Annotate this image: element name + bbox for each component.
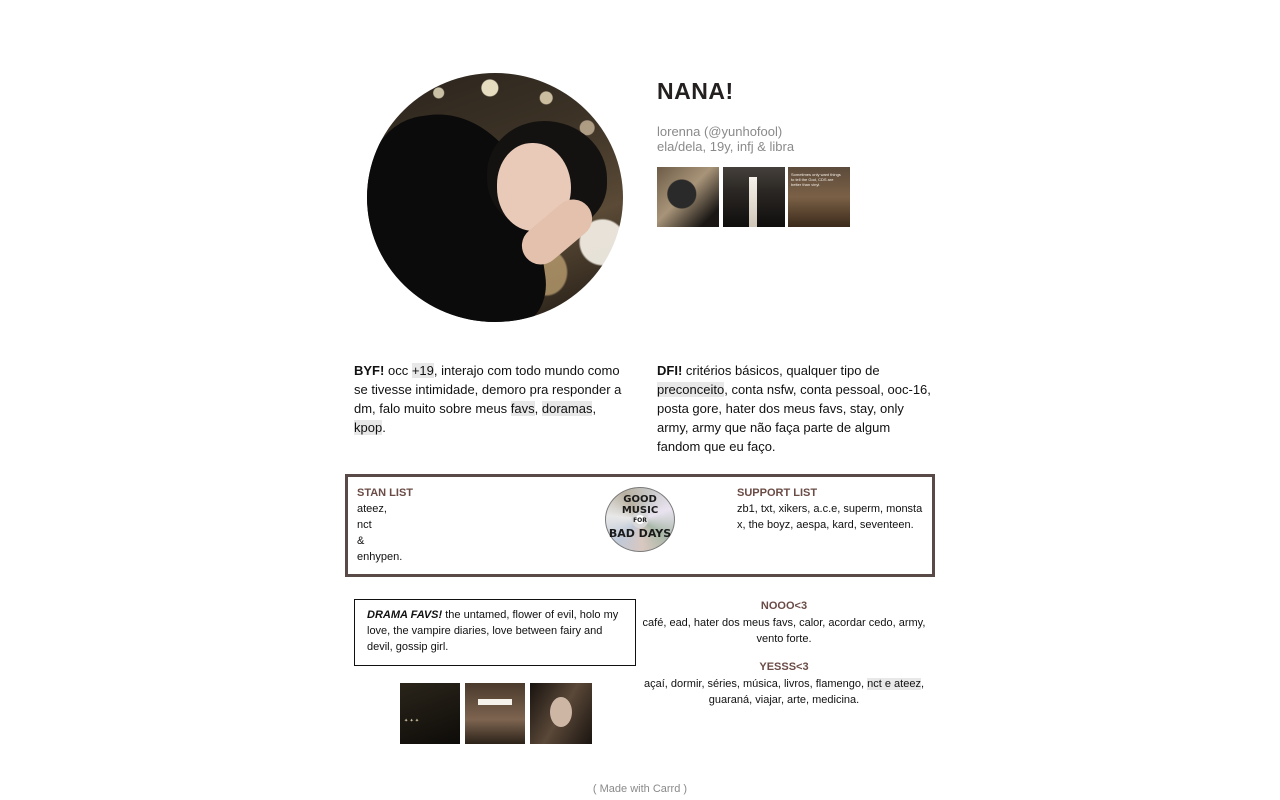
byf-text: , interajo com todo mundo como se tivesse intimidade, demoro pra responder a dm, falo muito sobre meus bbox=[354, 363, 622, 416]
cd-text-middle: FOR bbox=[633, 517, 647, 524]
byf-text: occ bbox=[387, 363, 412, 378]
photo-thumbnail-2 bbox=[723, 167, 785, 227]
byf-highlight: kpop bbox=[354, 420, 383, 435]
dfi-text: , conta nsfw, conta pessoal, ooc-16, posta gore, hater dos meus favs, stay, only army, army que não faça parte de algum fandom que eu faço. bbox=[657, 382, 931, 454]
page-title: NANA! bbox=[657, 78, 734, 104]
dfi-label: DFI! bbox=[657, 363, 683, 378]
photo-banner-shape bbox=[478, 699, 512, 705]
drama-favs-text: the untamed, flower of evil, holo my love, the vampire diaries, love between fairy and devil, gossip girl. bbox=[367, 609, 619, 653]
stan-item: nct bbox=[357, 519, 372, 531]
nooo-text: café, ead, hater dos meus favs, calor, acordar cedo, army, vento forte. bbox=[642, 617, 926, 645]
made-with-carrd-link[interactable]: ( Made with Carrd ) bbox=[592, 783, 688, 795]
stan-item: enhypen. bbox=[357, 551, 403, 563]
drama-favs-label: DRAMA FAVS! bbox=[367, 609, 443, 621]
support-list-title: SUPPORT LIST bbox=[737, 487, 818, 499]
byf-section bbox=[354, 361, 630, 437]
photo-thumbnail-4 bbox=[400, 683, 460, 744]
dfi-highlight: preconceito bbox=[657, 382, 725, 397]
cd-disc-image bbox=[605, 487, 675, 552]
byf-label: BYF! bbox=[354, 363, 385, 378]
photo-face-shape bbox=[550, 697, 572, 727]
support-list-text: zb1, txt, xikers, a.c.e, superm, monsta x, the boyz, aespa, kard, seventeen. bbox=[737, 503, 923, 531]
byf-text: , bbox=[592, 401, 597, 416]
drama-favs-box bbox=[354, 599, 636, 666]
byf-highlight: +19 bbox=[411, 363, 434, 378]
stan-item: & bbox=[357, 535, 365, 547]
building-shape bbox=[749, 177, 757, 227]
name-line: lorenna (@yunhofool) bbox=[657, 124, 783, 139]
profile-avatar bbox=[367, 73, 623, 322]
profile-subtitle bbox=[657, 125, 794, 154]
yesss-text-part: açaí, dormir, séries, música, livros, flamengo, bbox=[643, 678, 868, 690]
photo-thumbnail-6 bbox=[530, 683, 592, 744]
stan-list-title: STAN LIST bbox=[357, 487, 414, 499]
thumbnail-caption: Sometimes only want things to tell the God, CDS are better than vinyl. bbox=[791, 172, 841, 187]
byf-text: , bbox=[534, 401, 542, 416]
yesss-text bbox=[640, 676, 928, 708]
yesss-text-part: , guaraná, viajar, arte, medicina. bbox=[708, 678, 925, 706]
dfi-text: critérios básicos, qualquer tipo de bbox=[685, 363, 880, 378]
photo-thumbnail-5 bbox=[465, 683, 525, 744]
byf-highlight: doramas bbox=[541, 401, 593, 416]
stan-list bbox=[357, 501, 437, 565]
photo-decoration: ✦ ✦ ✦ bbox=[404, 719, 420, 724]
byf-text: . bbox=[382, 420, 386, 435]
yesss-highlight: nct e ateez bbox=[867, 678, 921, 690]
yesss-title: YESSS<3 bbox=[759, 661, 809, 673]
dfi-section bbox=[657, 361, 933, 456]
byf-highlight: favs bbox=[510, 401, 535, 416]
cd-text-top: GOOD MUSIC bbox=[621, 494, 659, 516]
photo-thumbnail-1 bbox=[657, 167, 719, 227]
nooo-title: NOOO<3 bbox=[760, 600, 808, 612]
info-line: ela/dela, 19y, infj & libra bbox=[657, 138, 795, 154]
stan-item: ateez, bbox=[357, 503, 387, 515]
photo-thumbnail-3 bbox=[788, 167, 850, 227]
cd-text-bottom: BAD DAYS bbox=[608, 527, 672, 540]
